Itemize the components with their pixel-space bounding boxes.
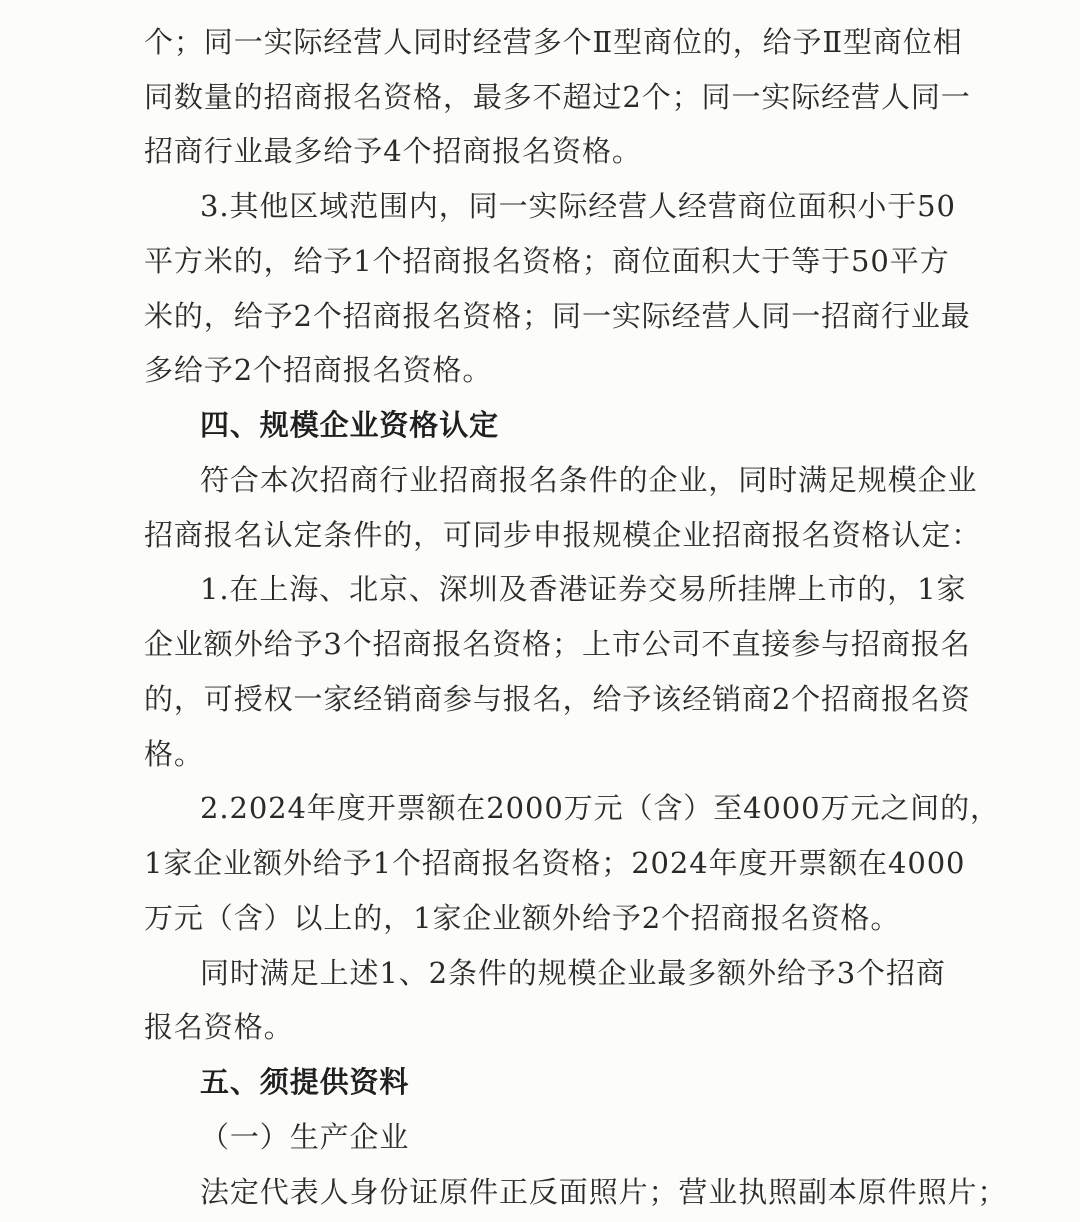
- section-heading: 五、须提供资料: [200, 1065, 410, 1099]
- subsection-heading: （一）生产企业: [200, 1120, 410, 1154]
- paragraph-line: 2.2024年度开票额在2000万元（含）至4000万元之间的，: [200, 791, 1000, 825]
- paragraph-line: 多给予2个招商报名资格。: [144, 353, 493, 387]
- paragraph-line: 米的，给予2个招商报名资格；同一实际经营人同一招商行业最: [144, 299, 971, 333]
- paragraph-line: 个；同一实际经营人同时经营多个Ⅱ型商位的，给予Ⅱ型商位相: [144, 25, 963, 59]
- paragraph-line: 同数量的招商报名资格，最多不超过2个；同一实际经营人同一: [144, 80, 971, 114]
- paragraph-line: 1家企业额外给予1个招商报名资格；2024年度开票额在4000: [144, 846, 966, 880]
- paragraph-line: 法定代表人身份证原件正反面照片；营业执照副本原件照片；: [200, 1175, 1008, 1209]
- paragraph-line: 符合本次招商行业招商报名条件的企业，同时满足规模企业: [200, 463, 978, 497]
- paragraph-line: 的，可授权一家经销商参与报名，给予该经销商2个招商报名资: [144, 682, 971, 716]
- section-heading: 四、规模企业资格认定: [200, 408, 500, 442]
- paragraph-line: 同时满足上述1、2条件的规模企业最多额外给予3个招商: [200, 956, 946, 990]
- paragraph-line: 万元（含）以上的，1家企业额外给予2个招商报名资格。: [144, 901, 901, 935]
- paragraph-line: 企业额外给予3个招商报名资格；上市公司不直接参与招商报名: [144, 627, 971, 661]
- paragraph-line: 招商报名认定条件的，可同步申报规模企业招商报名资格认定：: [144, 518, 982, 552]
- paragraph-line: 格。: [144, 737, 204, 771]
- paragraph-line: 1.在上海、北京、深圳及香港证券交易所挂牌上市的，1家: [200, 572, 967, 606]
- paragraph-line: 报名资格。: [144, 1010, 294, 1044]
- paragraph-line: 3.其他区域范围内，同一实际经营人经营商位面积小于50: [200, 189, 956, 223]
- paragraph-line: 招商行业最多给予4个招商报名资格。: [144, 134, 642, 168]
- paragraph-line: 平方米的，给予1个招商报名资格；商位面积大于等于50平方: [144, 244, 950, 278]
